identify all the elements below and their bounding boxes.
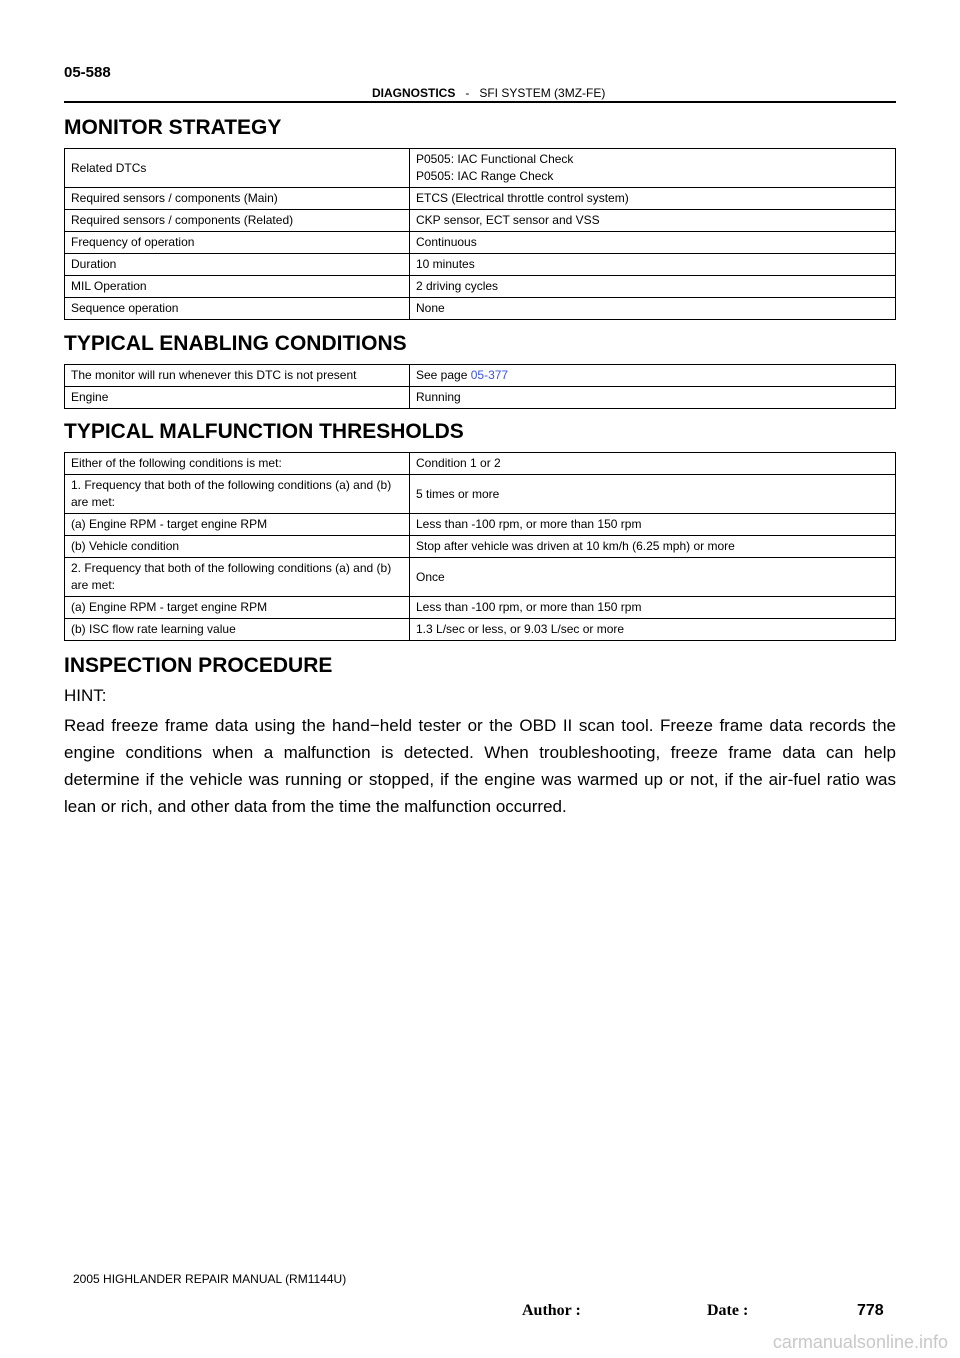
table-value: 2 driving cycles	[410, 276, 896, 298]
table-value: Running	[410, 387, 896, 409]
table-key: 1. Frequency that both of the following conditions (a) and (b) are met:	[65, 475, 410, 514]
malfunction-thresholds-table	[64, 452, 896, 641]
header-rule	[64, 101, 896, 103]
table-key: 2. Frequency that both of the following conditions (a) and (b) are met:	[65, 558, 410, 597]
table-row	[65, 298, 896, 320]
hint-text: Read freeze frame data using the hand−held tester or the OBD II scan tool. Freeze frame data records the engine conditions when a malfunction is detected. When troubleshooting, freeze frame data can help determine if the vehicle was running or stopped, if the engine was warmed up or not, if the air-fuel ratio was lean or rich, and other data from the time the malfunction occurred.	[64, 716, 896, 816]
table-value	[410, 149, 896, 188]
enabling-conditions-heading: TYPICAL ENABLING CONDITIONS	[64, 332, 407, 355]
table-value: CKP sensor, ECT sensor and VSS	[410, 210, 896, 232]
table-value: 10 minutes	[410, 254, 896, 276]
running-head	[372, 86, 605, 100]
table-row	[65, 276, 896, 298]
table-key: Duration	[65, 254, 410, 276]
table-row	[65, 514, 896, 536]
table-value: Continuous	[410, 232, 896, 254]
table-row	[65, 536, 896, 558]
table-key: Related DTCs	[65, 149, 410, 188]
table-row	[65, 453, 896, 475]
table-key: (b) Vehicle condition	[65, 536, 410, 558]
table-key: (b) ISC flow rate learning value	[65, 619, 410, 641]
table-key: Sequence operation	[65, 298, 410, 320]
table-row	[65, 387, 896, 409]
table-value: None	[410, 298, 896, 320]
table-value: 5 times or more	[410, 475, 896, 514]
page-number: 05-588	[64, 64, 111, 81]
table-key: The monitor will run whenever this DTC is not present	[65, 365, 410, 387]
value-line: P0505: IAC Range Check	[416, 169, 554, 183]
table-row	[65, 188, 896, 210]
table-value: Once	[410, 558, 896, 597]
inspection-procedure-heading: INSPECTION PROCEDURE	[64, 654, 333, 677]
table-row	[65, 149, 896, 188]
table-row	[65, 254, 896, 276]
table-value	[410, 365, 896, 387]
table-value: 1.3 L/sec or less, or 9.03 L/sec or more	[410, 619, 896, 641]
footer-page-number: 778	[857, 1302, 884, 1319]
table-row	[65, 597, 896, 619]
table-value: Stop after vehicle was driven at 10 km/h (6.25 mph) or more	[410, 536, 896, 558]
table-key: Required sensors / components (Related)	[65, 210, 410, 232]
enabling-conditions-table	[64, 364, 896, 409]
author-label: Author :	[522, 1302, 581, 1319]
watermark: carmanualsonline.info	[772, 1332, 948, 1352]
table-key: Either of the following conditions is met:	[65, 453, 410, 475]
date-label: Date :	[707, 1302, 749, 1319]
table-row	[65, 365, 896, 387]
table-row	[65, 210, 896, 232]
table-key: (a) Engine RPM - target engine RPM	[65, 514, 410, 536]
page-reference-link[interactable]: 05-377	[470, 368, 509, 382]
table-key: Frequency of operation	[65, 232, 410, 254]
hint-label: HINT:	[64, 686, 107, 705]
monitor-strategy-table	[64, 148, 896, 320]
header-separator: -	[465, 86, 470, 100]
value-line: P0505: IAC Functional Check	[416, 152, 574, 166]
table-key: MIL Operation	[65, 276, 410, 298]
table-row	[65, 558, 896, 597]
subsection-title: SFI SYSTEM (3MZ-FE)	[479, 86, 606, 100]
section-title: DIAGNOSTICS	[372, 86, 456, 100]
table-key: Required sensors / components (Main)	[65, 188, 410, 210]
table-key: (a) Engine RPM - target engine RPM	[65, 597, 410, 619]
table-row	[65, 475, 896, 514]
malfunction-thresholds-heading: TYPICAL MALFUNCTION THRESHOLDS	[64, 420, 464, 443]
table-value: Condition 1 or 2	[410, 453, 896, 475]
table-value: Less than -100 rpm, or more than 150 rpm	[410, 514, 896, 536]
table-value: Less than -100 rpm, or more than 150 rpm	[410, 597, 896, 619]
monitor-strategy-heading: MONITOR STRATEGY	[64, 116, 282, 139]
table-row	[65, 619, 896, 641]
table-row	[65, 232, 896, 254]
table-key: Engine	[65, 387, 410, 409]
table-value: ETCS (Electrical throttle control system)	[410, 188, 896, 210]
see-page-text: See page	[416, 368, 471, 382]
manual-title: 2005 HIGHLANDER REPAIR MANUAL (RM1144U)	[73, 1272, 347, 1286]
